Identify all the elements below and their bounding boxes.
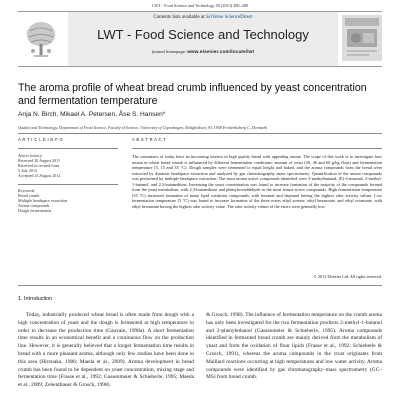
author-affiliation: Quality and Technology, Department of Food Science, Faculty of Science, University of Copenhagen, Rolighedsvej 30, 1958 Frederiksberg C, Denmark bbox=[18, 125, 267, 130]
body-column-right: & Grosch, 1998). The influence of fermentation temperature on the crumb aroma has only been investigated for the two fermentation products 2-methyl-1-butanol and 2-phenylethanol (Gassenmeier & Schieberle, 1995). Aroma compounds identified in fermented bread crumb are mainly derived from the metabolism of yeast and from the oxidation of flour lipids (Frasse et al., 1992; Schieberle & Grosch, 1991), whereas the aroma compounds in the crust originates from Maillard reactions occurring at high temperatures and low water activity. Aroma compounds were identified by gas chromatography–mass spectrometry (GC–MS) from bread crumb. bbox=[206, 312, 382, 381]
keyword: Dough fermentation bbox=[18, 208, 52, 214]
article-authors: Anja N. Birch, Mikael A. Petersen, Åse S. Hansen* bbox=[18, 111, 166, 118]
divider-bottom bbox=[18, 285, 382, 286]
journal-header bbox=[18, 11, 382, 67]
abstract-heading: A B S T R A C T bbox=[132, 137, 167, 142]
body-column-left: Today, industrially produced wheat bread is often made from dough with a high concentration of yeast and the dough is fermented at high temperature in order to decrease the production time (Gauvain, 1998a). A short fermentation time results in an economical benefit and a continuous flow on the production line. However, it is generally believed that a longer fermentation time results in bread with a more pleasant aroma, although only few studies have been done in this area (Hironaka, 1986; Maeda et al., 2009). Aroma development in bread crumb has been found to be dependent on yeast concentration, mixing stage and fermentation time (Frasse et al., 1992; Gassenmeier & Schieberle, 1995; Maeda et al., 2009; Zehentbauer & Grosch, 1998). bbox=[18, 312, 194, 389]
copyright-notice: © 2012 Elsevier Ltd. All rights reserved. bbox=[313, 274, 382, 279]
history-label: Article history: bbox=[18, 153, 43, 158]
header-band bbox=[68, 12, 338, 66]
divider-top bbox=[18, 133, 382, 134]
journal-homepage bbox=[68, 49, 338, 54]
keywords-label: Keywords: bbox=[18, 188, 36, 193]
contents-prefix: Contents lists available at bbox=[153, 15, 206, 20]
journal-title: LWT - Food Science and Technology bbox=[97, 27, 309, 42]
history-line: 5 July 2012 bbox=[18, 168, 38, 174]
keyword: Bread crumb bbox=[18, 193, 40, 199]
abstract-text: The consumers of today have an increasing interest in high quality bread with appealing aroma. The scope of this work is to investigate how aroma in wheat bread crumb is influenced by different fermentation conditions: amount of yeast (20, 40 and 60 g/kg flour) and fermentation temperature (5, 15 and 35 °C). Dough samples were fermented to equal height and baked, and the aroma compounds from the bread were extracted by dynamic headspace extraction and analyzed by gas chromatography–mass spectrometry. Quantification of the aroma compounds was performed by multiple headspace extraction. The most aroma active compounds identified were 3-methylbutanal, (E)-2-nonenal, 3-methyl-1-butanol, and 2,3-butanedione. Increasing the yeast concentration was found to increase formation of the majority of the compounds formed from the yeast metabolism, with 2,3-butanedione and phenylacetaldehyde as the most aroma active compounds. High fermentation temperature (35 °C) increased formation of many lipid oxidation compounds, with hexanal and heptanal having the highest odor activity values. Low fermentation temperature (5 °C) was found to increase formation of the three esters ethyl acetate, ethyl hexanoate, and ethyl octanoate, with ethyl hexanoate having the highest odor activity value. The odor activity values of the esters were generally low. bbox=[132, 154, 382, 209]
homepage-prefix: journal homepage: bbox=[151, 49, 188, 54]
divider-article-info bbox=[18, 148, 118, 149]
history-line: Received 20 August 2011 bbox=[18, 158, 61, 164]
publisher-tree-logo bbox=[18, 15, 64, 61]
history-line: Received in revised form bbox=[18, 163, 60, 169]
keywords-block bbox=[18, 188, 118, 213]
article-title: The aroma profile of wheat bread crumb influenced by yeast concentration and fermentation temperature bbox=[18, 82, 367, 107]
sciverse-link[interactable]: SciVerse ScienceDirect bbox=[205, 15, 253, 20]
section-heading: 1. Introduction bbox=[18, 296, 53, 302]
divider-keywords bbox=[18, 184, 118, 185]
running-head: LWT - Food Science and Technology 50 (2013) 480–488 bbox=[152, 3, 248, 8]
keyword: Aroma compounds bbox=[18, 203, 50, 209]
keyword: Multiple headspace extraction bbox=[18, 198, 68, 204]
article-info-heading: A R T I C L E I N F O bbox=[18, 137, 64, 142]
history-line: Accepted 23 August 2012 bbox=[18, 173, 61, 179]
contents-line bbox=[68, 15, 338, 20]
homepage-url[interactable]: www.elsevier.com/locate/lwt bbox=[187, 49, 255, 54]
article-history bbox=[18, 153, 118, 178]
journal-cover-thumbnail bbox=[342, 15, 382, 61]
divider-abstract bbox=[132, 148, 382, 149]
